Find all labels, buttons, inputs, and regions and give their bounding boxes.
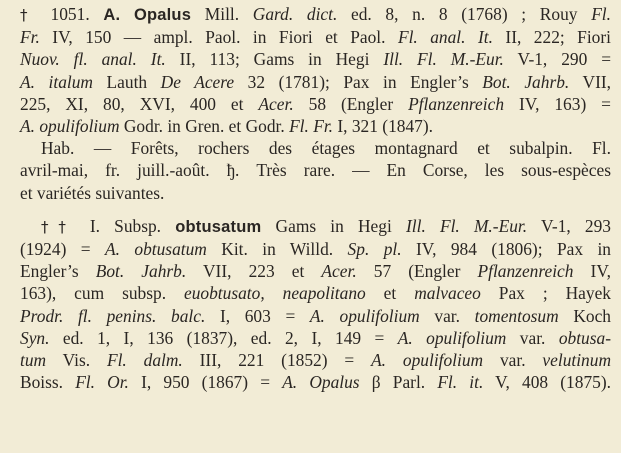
text-run: ed. 1, I, 136 (1837), ed. 2, I, 149 = <box>49 327 398 348</box>
text-run: var. <box>483 350 543 371</box>
text-run: V-1, 290 = <box>503 49 611 70</box>
italic-run: euobtusato, neapolitano <box>184 283 366 304</box>
subsp-line <box>20 282 611 304</box>
italic-run: Acer. <box>321 261 357 282</box>
text-run: IV, 163) = <box>504 93 611 114</box>
italic-run: A. opulifolium <box>309 305 420 326</box>
subsp-line <box>20 327 611 349</box>
habitat-line <box>20 182 611 204</box>
text-run: Boiss. <box>20 372 76 393</box>
habitat-paragraph <box>20 137 611 204</box>
entry-line <box>20 3 611 26</box>
italic-run: De Acere <box>160 71 235 92</box>
species-name: Opalus <box>133 6 192 24</box>
subsp-line <box>20 371 611 393</box>
text-run: IV, 984 (1806); Pax in <box>401 239 611 260</box>
italic-run: tomentosum <box>474 305 559 326</box>
italic-run: obtusa- <box>558 327 611 348</box>
subsp-number: I. Subsp. <box>89 215 162 236</box>
text-run: Vis. <box>46 350 107 371</box>
italic-run: Fl. <box>591 4 611 24</box>
italic-run: Pflanzenreich <box>477 261 574 282</box>
italic-run: Ill. Fl. M.-Eur. <box>405 215 528 236</box>
italic-run: Bot. Jahrb. <box>95 261 187 282</box>
text-run: II, 113; Gams in Hegi <box>165 49 384 70</box>
italic-run: Bot. Jahrb. <box>482 71 570 92</box>
italic-run: Fl. Fr. <box>289 116 334 137</box>
entry-line <box>20 26 611 48</box>
italic-run: A. opulifolium <box>397 327 507 348</box>
text-run: Hab. — Forêts, rochers des étages montagnard et subalpin. Fl. <box>41 138 611 159</box>
text-run: var. <box>419 305 475 326</box>
text-run: IV, 150 — ampl. Paol. in Fiori et Paol. <box>39 27 398 48</box>
text-run: I, 950 (1867) = <box>128 372 283 393</box>
italic-run: Pflanzenreich <box>408 93 505 114</box>
italic-run: A. opulifolium <box>371 350 484 371</box>
italic-run: Fl. Or. <box>75 372 129 393</box>
text-run: IV, <box>573 261 612 282</box>
italic-run: A. opulifolium <box>20 116 120 137</box>
shrub-symbol: ђ <box>226 160 235 181</box>
text-run: 57 (Engler <box>356 261 478 282</box>
italic-run: Gard. dict. <box>252 4 338 24</box>
subsp-line <box>20 260 611 282</box>
text-run: VII, <box>569 71 612 92</box>
italic-run: tum <box>20 350 47 371</box>
text-run: 58 (Engler <box>293 93 409 114</box>
entry-line <box>20 48 611 70</box>
text-run: Engler’s <box>20 261 96 282</box>
genus-abbr: A. <box>103 6 121 24</box>
entry-line <box>20 93 611 115</box>
italic-run: Fl. anal. It. <box>397 27 493 48</box>
subsp-line <box>20 349 611 371</box>
text-run: Mill. <box>204 4 253 24</box>
text-run: V-1, 293 <box>527 215 611 236</box>
italic-run: Fl. it. <box>437 372 484 393</box>
text-run: et <box>365 283 415 304</box>
text-run: et variétés suivantes. <box>20 182 165 203</box>
italic-run: Prodr. fl. penins. balc. <box>20 305 206 326</box>
italic-run: Fr. <box>20 27 40 48</box>
text-run: Lauth <box>92 71 161 92</box>
text-run: avril-mai, fr. juill.-août. <box>20 160 227 181</box>
species-entry <box>20 3 611 137</box>
habitat-line <box>20 159 611 181</box>
italic-run: Fl. dalm. <box>106 350 183 371</box>
text-run: I, 321 (1847). <box>333 116 434 137</box>
text-run: β Parl. <box>359 372 438 393</box>
text-run: Kit. in Willd. <box>206 239 348 260</box>
subsp-name: obtusatum <box>175 217 262 236</box>
text-run: Koch <box>558 305 611 326</box>
text-run: VII, 223 et <box>186 261 322 282</box>
italic-run: Sp. pl. <box>347 239 402 260</box>
text-run: Gams in Hegi <box>261 215 406 236</box>
text-run: var. <box>506 327 559 348</box>
text-run: ed. 8, n. 8 (1768) ; Rouy <box>337 4 592 24</box>
italic-run: A. Opalus <box>282 372 360 393</box>
text-run: 163), cum subsp. <box>20 283 184 304</box>
text-run: I, 603 = <box>205 305 310 326</box>
text-run: V, 408 (1875). <box>483 372 611 393</box>
subsp-line <box>20 305 611 327</box>
text-run: III, 221 (1852) = <box>182 350 372 371</box>
text-run: . Très rare. — En Corse, les sous-espèces <box>235 160 611 181</box>
text-run: 32 (1781); Pax in Engler’s <box>234 71 483 92</box>
italic-run: Syn. <box>20 327 50 348</box>
italic-run: Ill. Fl. M.-Eur. <box>383 49 504 70</box>
italic-run: Nuov. fl. anal. It. <box>20 49 166 70</box>
text-run: 225, XI, 80, XVI, 400 et <box>20 93 259 114</box>
text-run: II, 222; Fiori <box>492 27 612 48</box>
subsp-line <box>20 238 611 260</box>
entry-line <box>20 71 611 93</box>
text-run: Godr. in Gren. et Godr. <box>119 116 290 137</box>
text-run: (1924) = <box>20 239 105 260</box>
italic-run: malvaceo <box>414 283 481 304</box>
entry-number: 1051. <box>50 4 90 24</box>
italic-run: A. obtusatum <box>105 239 207 260</box>
italic-run: A. italum <box>20 71 93 92</box>
entry-line <box>20 115 611 137</box>
subsp-line <box>20 215 611 238</box>
dagger-symbol: † <box>20 6 37 24</box>
italic-run: velutinum <box>542 350 611 371</box>
double-dagger-symbol: †† <box>41 217 76 236</box>
subspecies-entry <box>20 215 611 394</box>
text-run: Pax ; Hayek <box>480 283 611 304</box>
habitat-line <box>20 137 611 159</box>
italic-run: Acer. <box>258 93 294 114</box>
